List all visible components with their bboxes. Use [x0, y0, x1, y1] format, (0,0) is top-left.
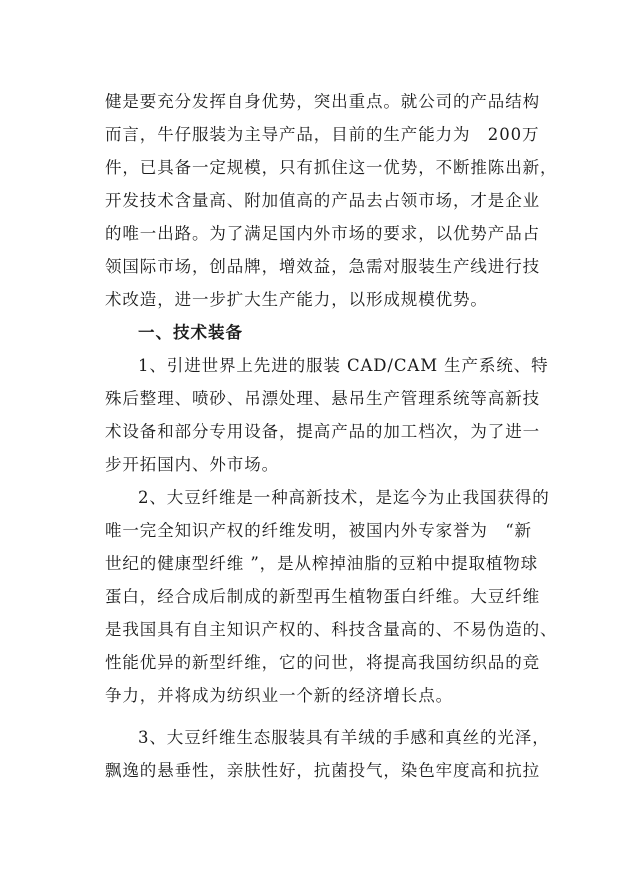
paragraph-line: 开发技术含量高、附加值高的产品去占领市场，才是企业 — [105, 191, 540, 210]
paragraph-line: 而言，牛仔服装为主导产品，目前的生产能力为 200万 — [105, 125, 540, 144]
paragraph-line: 件，已具备一定规模，只有抓住这一优势，不断推陈出新， — [105, 158, 558, 177]
item-2-line: 世纪的健康型纤维 ”，是从榨掉油脂的豆粕中提取植物球 — [105, 554, 539, 573]
item-2-line: 蛋白，经合成后制成的新型再生植物蛋白纤维。大豆纤维 — [105, 587, 540, 606]
item-2-line: 2、大豆纤维是一种高新技术，是迄今为止我国获得的 — [138, 488, 550, 507]
item-2-line: 唯一完全知识产权的纤维发明，被国内外专家誉为 “新 — [105, 521, 532, 540]
item-1-line: 1、引进世界上先进的服装 CAD/CAM 生产系统、特 — [138, 356, 549, 375]
item-1-line: 殊后整理、喷砂、吊漂处理、悬吊生产管理系统等高新技 — [105, 389, 540, 408]
item-1-line: 步开拓国内、外市场。 — [105, 455, 279, 474]
item-2-line: 争力，并将成为纺织业一个新的经济增长点。 — [105, 686, 453, 705]
paragraph-line: 术改造，进一步扩大生产能力，以形成规模优势。 — [105, 290, 488, 309]
item-2-line: 性能优异的新型纤维，它的问世，将提高我国纺织品的竞 — [105, 653, 540, 672]
item-3-line: 飘逸的悬垂性，亲肤性好，抗菌投气，染色牢度高和抗拉 — [105, 761, 540, 780]
item-1-line: 术设备和部分专用设备，提高产品的加工档次，为了进一 — [105, 422, 540, 441]
paragraph-line: 的唯一出路。为了满足国内外市场的要求，以优势产品占 — [105, 224, 540, 243]
paragraph-line: 健是要充分发挥自身优势，突出重点。就公司的产品结构 — [105, 92, 540, 111]
item-3-line: 3、大豆纤维生态服装具有羊绒的手感和真丝的光泽， — [138, 728, 550, 747]
paragraph-line: 领国际市场，创品牌，增效益，急需对服装生产线进行技 — [105, 257, 540, 276]
item-2-line: 是我国具有自主知识产权的、科技含量高的、不易伪造的、 — [105, 620, 558, 639]
section-heading: 一、技术装备 — [138, 323, 243, 342]
